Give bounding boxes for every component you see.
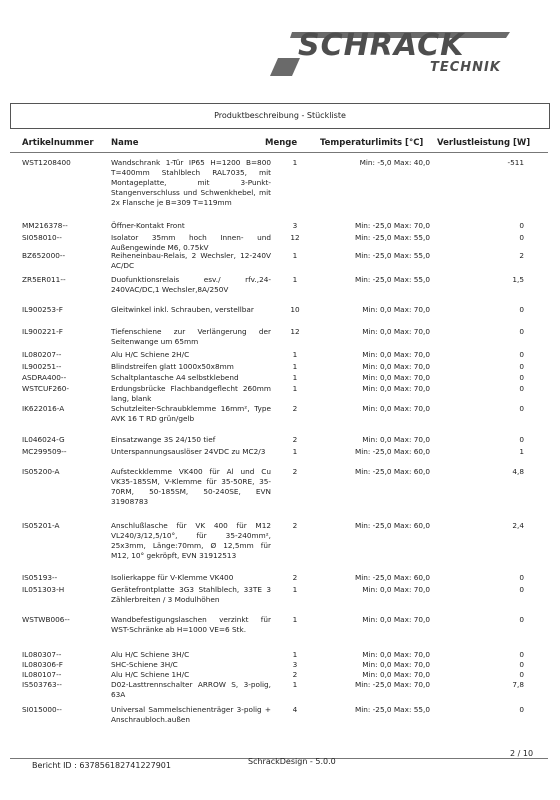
name-cell: Reiheneinbau-Relais, 2 Wechsler, 12-240V AC/DC bbox=[111, 251, 271, 270]
quantity-cell: 1 bbox=[292, 373, 298, 382]
name-cell: Gerätefrontplatte 3G3 Stahlblech, 33TE 3 Zählerbreiten / 3 Modulhöhen bbox=[111, 585, 271, 604]
quantity-cell: 1 bbox=[292, 158, 298, 167]
name-cell: Anschlußlasche für VK 400 für M12 VL240/3/12,5/10°, für 35-240mm², 25x3mm, Länge:70mm, Ø 12,5mm für M12, 10° gekröpft, EVN 31912513 bbox=[111, 521, 271, 560]
power-loss-cell: 0 bbox=[519, 404, 524, 413]
name-cell: Universal Sammelschienenträger 3-polig + Anschraubloch.außen bbox=[111, 705, 271, 724]
quantity-cell: 3 bbox=[292, 221, 298, 230]
quantity-cell: 12 bbox=[290, 233, 300, 242]
name-cell: Gleitwinkel inkl. Schrauben, verstellbar bbox=[111, 305, 254, 314]
temperature-cell: Min: -25,0 Max: 70,0 bbox=[354, 221, 430, 230]
article-number-cell: IL080107-- bbox=[22, 670, 62, 679]
name-cell: Unterspannungsauslöser 24VDC zu MC2/3 bbox=[111, 447, 266, 456]
name-cell: Isolierkappe für V-Klemme VK400 bbox=[111, 573, 234, 582]
article-number-cell: IL900251-- bbox=[22, 362, 62, 371]
temperature-cell: Min: 0,0 Max: 70,0 bbox=[362, 615, 430, 624]
quantity-cell: 1 bbox=[292, 362, 298, 371]
name-cell: D02-Lasttrennschalter ARROW S, 3-polig, 63A bbox=[111, 680, 271, 699]
quantity-cell: 1 bbox=[292, 585, 298, 594]
header-temperature: Temperaturlimits [°C] bbox=[320, 138, 424, 148]
quantity-cell: 1 bbox=[292, 615, 298, 624]
article-number-cell: IS05200-A bbox=[22, 467, 60, 476]
temperature-cell: Min: 0,0 Max: 70,0 bbox=[362, 362, 430, 371]
quantity-cell: 1 bbox=[292, 384, 298, 393]
power-loss-cell: 0 bbox=[519, 585, 524, 594]
article-number-cell: IL900221-F bbox=[22, 327, 63, 336]
article-number-cell: WSTWB006-- bbox=[22, 615, 70, 624]
name-cell: Alu H/C Schiene 1H/C bbox=[111, 670, 190, 679]
temperature-cell: Min: -25,0 Max: 55,0 bbox=[354, 251, 430, 260]
temperature-cell: Min: 0,0 Max: 70,0 bbox=[362, 660, 430, 669]
temperature-cell: Min: 0,0 Max: 70,0 bbox=[362, 585, 430, 594]
article-number-cell: WST1208400 bbox=[22, 158, 71, 167]
temperature-cell: Min: -25,0 Max: 55,0 bbox=[354, 233, 430, 242]
page-number: 2 / 10 bbox=[510, 749, 534, 758]
quantity-cell: 2 bbox=[292, 435, 298, 444]
quantity-cell: 2 bbox=[292, 404, 298, 413]
quantity-cell: 1 bbox=[292, 680, 298, 689]
temperature-cell: Min: -25,0 Max: 55,0 bbox=[354, 275, 430, 284]
name-cell: Alu H/C Schiene 2H/C bbox=[111, 350, 190, 359]
name-cell: Isolator 35mm hoch Innen- und Außengewinde M6, 0.75kV bbox=[111, 233, 271, 252]
name-cell: SHC-Schiene 3H/C bbox=[111, 660, 178, 669]
power-loss-cell: 0 bbox=[519, 221, 524, 230]
power-loss-cell: -511 bbox=[507, 158, 524, 167]
power-loss-cell: 2 bbox=[519, 251, 524, 260]
power-loss-cell: 0 bbox=[519, 573, 524, 582]
power-loss-cell: 0 bbox=[519, 615, 524, 624]
article-number-cell: SI058010-- bbox=[22, 233, 62, 242]
temperature-cell: Min: 0,0 Max: 70,0 bbox=[362, 435, 430, 444]
power-loss-cell: 7,8 bbox=[512, 680, 524, 689]
power-loss-cell: 2,4 bbox=[512, 521, 524, 530]
article-number-cell: IS503763-- bbox=[22, 680, 62, 689]
article-number-cell: BZ652000-- bbox=[22, 251, 66, 260]
article-number-cell: IL080207-- bbox=[22, 350, 62, 359]
header-power-loss: Verlustleistung [W] bbox=[437, 138, 531, 148]
temperature-cell: Min: -25,0 Max: 70,0 bbox=[354, 680, 430, 689]
article-number-cell: MM216378-- bbox=[22, 221, 68, 230]
temperature-cell: Min: -25,0 Max: 60,0 bbox=[354, 447, 430, 456]
header-name: Name bbox=[111, 138, 139, 148]
temperature-cell: Min: 0,0 Max: 70,0 bbox=[362, 305, 430, 314]
article-number-cell: IL080307-- bbox=[22, 650, 62, 659]
power-loss-cell: 4,8 bbox=[512, 467, 524, 476]
temperature-cell: Min: 0,0 Max: 70,0 bbox=[362, 327, 430, 336]
temperature-cell: Min: -25,0 Max: 60,0 bbox=[354, 573, 430, 582]
power-loss-cell: 0 bbox=[519, 305, 524, 314]
name-cell: Wandschrank 1-Tür IP65 H=1200 B=800 T=400mm Stahlblech RAL7035, mit Montageplatte, mit 3-Punkt-Stangenverschluss und Schwenkhebel, mit 2x Flansche je B=309 T=119mm bbox=[111, 158, 271, 207]
quantity-cell: 1 bbox=[292, 350, 298, 359]
power-loss-cell: 0 bbox=[519, 384, 524, 393]
header-divider bbox=[10, 152, 548, 153]
quantity-cell: 2 bbox=[292, 573, 298, 582]
power-loss-cell: 0 bbox=[519, 705, 524, 714]
quantity-cell: 3 bbox=[292, 660, 298, 669]
report-id: Bericht ID : 637856182741227901 bbox=[32, 761, 171, 770]
power-loss-cell: 0 bbox=[519, 373, 524, 382]
article-number-cell: ASDRA400-- bbox=[22, 373, 67, 382]
power-loss-cell: 0 bbox=[519, 350, 524, 359]
name-cell: Aufsteckklemme VK400 für Al und Cu VK35-185SM, V-Klemme für 35-50RE, 35-70RM, 50-185SM, 50-240SE, EVN 31908783 bbox=[111, 467, 271, 506]
name-cell: Wandbefestigungslaschen verzinkt für WST-Schränke ab H=1000 VE=6 Stk. bbox=[111, 615, 271, 634]
temperature-cell: Min: 0,0 Max: 70,0 bbox=[362, 650, 430, 659]
power-loss-cell: 0 bbox=[519, 327, 524, 336]
article-number-cell: ZR5ER011-- bbox=[22, 275, 66, 284]
temperature-cell: Min: 0,0 Max: 70,0 bbox=[362, 373, 430, 382]
quantity-cell: 10 bbox=[290, 305, 300, 314]
power-loss-cell: 0 bbox=[519, 233, 524, 242]
header-article-number: Artikelnummer bbox=[22, 138, 94, 148]
article-number-cell: IS05193-- bbox=[22, 573, 58, 582]
article-number-cell: IK622016-A bbox=[22, 404, 65, 413]
power-loss-cell: 1 bbox=[519, 447, 524, 456]
name-cell: Schutzleiter-Schraubklemme 16mm², Type AVK 16 T RD grün/gelb bbox=[111, 404, 271, 423]
quantity-cell: 2 bbox=[292, 670, 298, 679]
temperature-cell: Min: 0,0 Max: 70,0 bbox=[362, 350, 430, 359]
name-cell: Duofunktionsrelais esv./ rfv.,24-240VAC/DC,1 Wechsler,8A/250V bbox=[111, 275, 271, 294]
article-number-cell: WSTCUF260- bbox=[22, 384, 70, 393]
article-number-cell: MC299509-- bbox=[22, 447, 67, 456]
quantity-cell: 2 bbox=[292, 521, 298, 530]
article-number-cell: IL900253-F bbox=[22, 305, 63, 314]
name-cell: Tiefenschiene zur Verlängerung der Seitenwange um 65mm bbox=[111, 327, 271, 346]
logo-wordmark: SCHRACK bbox=[298, 28, 465, 63]
temperature-cell: Min: -25,0 Max: 55,0 bbox=[354, 705, 430, 714]
temperature-cell: Min: -5,0 Max: 40,0 bbox=[359, 158, 430, 167]
document-title: Produktbeschreibung - Stückliste bbox=[10, 103, 550, 129]
name-cell: Öffner-Kontakt Front bbox=[111, 221, 185, 230]
header-quantity: Menge bbox=[265, 138, 298, 148]
name-cell: Alu H/C Schiene 3H/C bbox=[111, 650, 190, 659]
name-cell: Schaltplantasche A4 selbstklebend bbox=[111, 373, 239, 382]
article-number-cell: SI015000-- bbox=[22, 705, 62, 714]
quantity-cell: 4 bbox=[292, 705, 298, 714]
quantity-cell: 1 bbox=[292, 650, 298, 659]
schrack-logo bbox=[270, 28, 520, 88]
temperature-cell: Min: 0,0 Max: 70,0 bbox=[362, 404, 430, 413]
temperature-cell: Min: -25,0 Max: 60,0 bbox=[354, 521, 430, 530]
power-loss-cell: 0 bbox=[519, 362, 524, 371]
temperature-cell: Min: 0,0 Max: 70,0 bbox=[362, 384, 430, 393]
logo-subtitle: TECHNIK bbox=[430, 60, 501, 75]
quantity-cell: 12 bbox=[290, 327, 300, 336]
quantity-cell: 1 bbox=[292, 447, 298, 456]
name-cell: Blindstreifen glatt 1000x50x8mm bbox=[111, 362, 234, 371]
app-version: SchrackDesign - 5.0.0 bbox=[248, 757, 336, 766]
article-number-cell: IS05201-A bbox=[22, 521, 60, 530]
article-number-cell: IL046024-G bbox=[22, 435, 65, 444]
power-loss-cell: 0 bbox=[519, 660, 524, 669]
article-number-cell: IL051303-H bbox=[22, 585, 65, 594]
power-loss-cell: 1,5 bbox=[512, 275, 524, 284]
quantity-cell: 1 bbox=[292, 275, 298, 284]
power-loss-cell: 0 bbox=[519, 650, 524, 659]
temperature-cell: Min: -25,0 Max: 60,0 bbox=[354, 467, 430, 476]
power-loss-cell: 0 bbox=[519, 670, 524, 679]
name-cell: Einsatzwange 3S 24/150 tief bbox=[111, 435, 216, 444]
quantity-cell: 1 bbox=[292, 251, 298, 260]
temperature-cell: Min: 0,0 Max: 70,0 bbox=[362, 670, 430, 679]
article-number-cell: IL080306-F bbox=[22, 660, 63, 669]
name-cell: Erdungsbrücke Flachbandgeflecht 260mm lang, blank bbox=[111, 384, 271, 403]
quantity-cell: 2 bbox=[292, 467, 298, 476]
power-loss-cell: 0 bbox=[519, 435, 524, 444]
